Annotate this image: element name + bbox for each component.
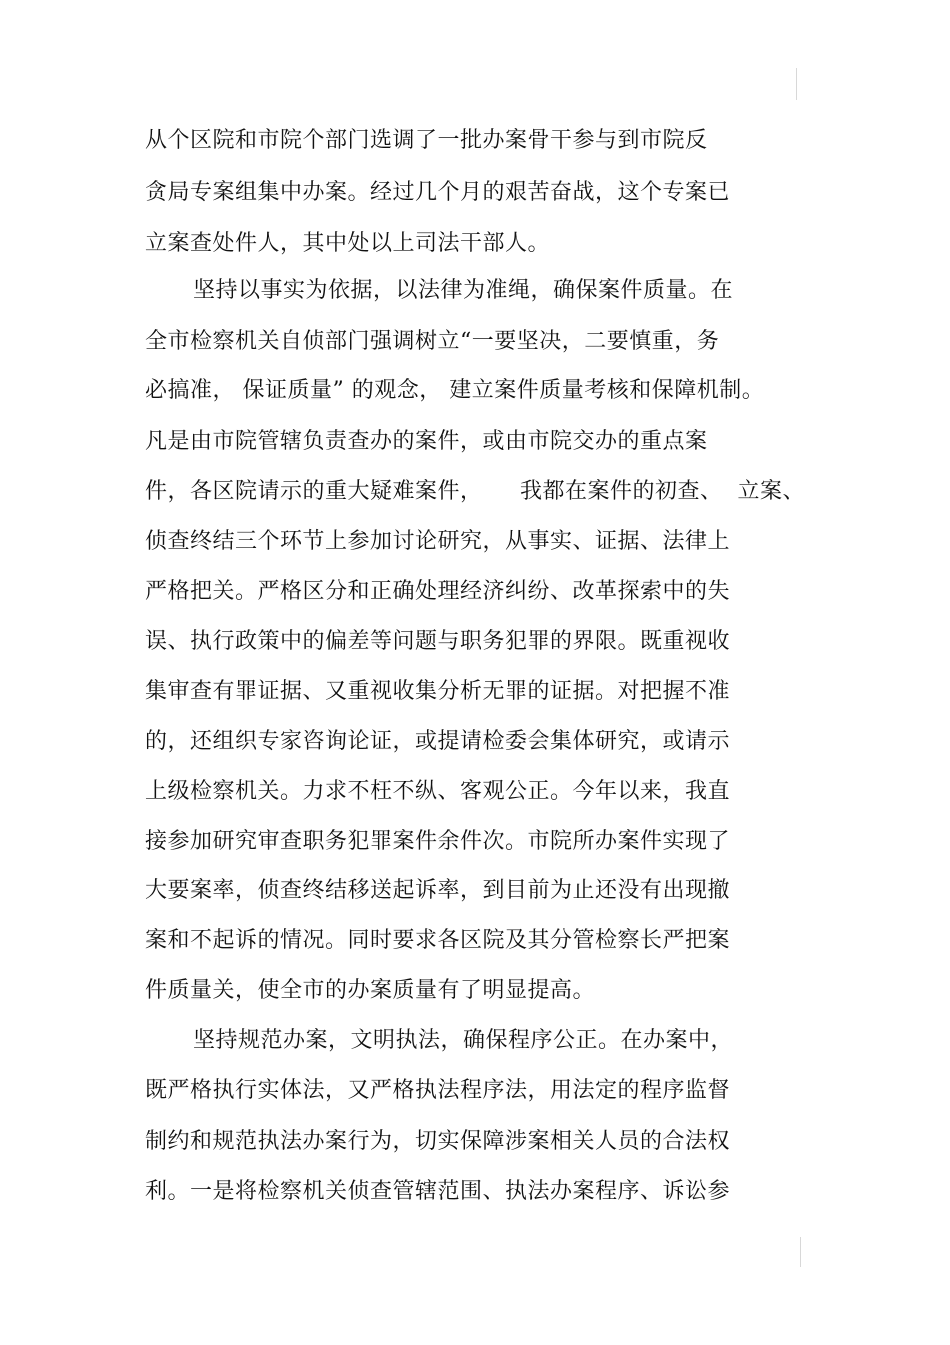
- text-line: 贪局专案组集中办案。经过几个月的艰苦奋战，这个专案已: [145, 180, 731, 205]
- text-line: 立案查处件人，其中处以上司法干部人。: [145, 231, 551, 256]
- text-line: 侦查终结三个环节上参加讨论研究，从事实、证据、法律上: [145, 529, 731, 554]
- text-line: 件质量关，使全市的办案质量有了明显提高。: [145, 978, 596, 1003]
- paragraph-first-line: 坚持以事实为依据，以法律为准绳，确保案件质量。在: [193, 278, 734, 303]
- text-line: 既严格执行实体法，又严格执法程序法，用法定的程序监督: [145, 1078, 731, 1103]
- text-line: 全市检察机关自侦部门强调树立“一要坚决，二要慎重，务: [145, 329, 720, 354]
- text-line: 的，还组织专家咨询论证，或提请检委会集体研究，或请示: [145, 729, 731, 754]
- text-line: 必搞准， 保证质量” 的观念， 建立案件质量考核和保障机制。: [145, 378, 765, 403]
- text-line: 凡是由市院管辖负责查办的案件，或由市院交办的重点案: [145, 429, 708, 454]
- text-line: 大要案率，侦查终结移送起诉率，到目前为止还没有出现撤: [145, 878, 731, 903]
- text-line: 案和不起诉的情况。同时要求各区院及其分管检察长严把案: [145, 928, 731, 953]
- margin-mark-bottom: [800, 1237, 801, 1267]
- text-line: 严格把关。严格区分和正确处理经济纠纷、改革探索中的失: [145, 579, 731, 604]
- text-line: 接参加研究审查职务犯罪案件余件次。市院所办案件实现了: [145, 829, 731, 854]
- margin-mark-top: [796, 68, 797, 100]
- text-line: 利。一是将检察机关侦查管辖范围、执法办案程序、诉讼参: [145, 1179, 731, 1204]
- text-line: 上级检察机关。力求不枉不纵、客观公正。今年以来，我直: [145, 779, 731, 804]
- text-line: 件，各区院请示的重大疑难案件， 我都在案件的初查、 立案、: [145, 479, 805, 504]
- text-line: 集审查有罪证据、又重视收集分析无罪的证据。对把握不准: [145, 679, 731, 704]
- text-line: 误、执行政策中的偏差等问题与职务犯罪的界限。既重视收: [145, 629, 731, 654]
- text-line: 制约和规范执法办案行为，切实保障涉案相关人员的合法权: [145, 1129, 731, 1154]
- paragraph-first-line: 坚持规范办案，文明执法，确保程序公正。在办案中，: [193, 1028, 734, 1053]
- text-line: 从个区院和市院个部门选调了一批办案骨干参与到市院反: [145, 128, 708, 153]
